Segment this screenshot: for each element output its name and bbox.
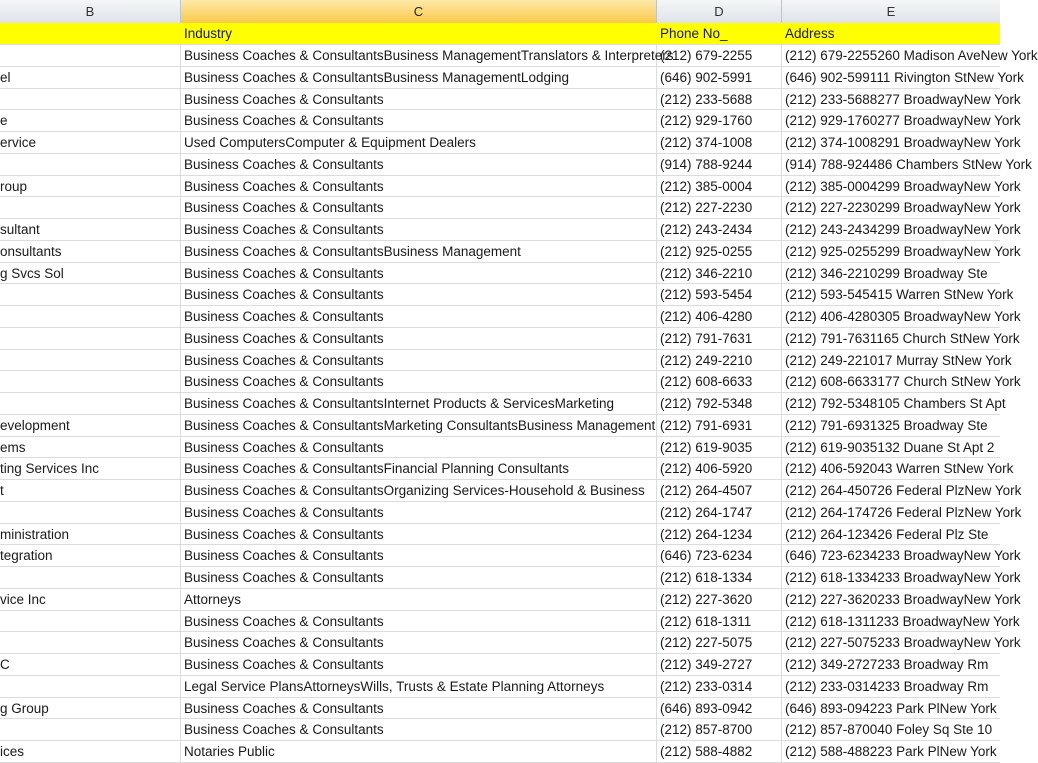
cell-name[interactable]: ems (0, 437, 181, 458)
table-row (0, 263, 1000, 285)
cell-address[interactable]: (212) 679-2255260 Madison AveNew York (785, 48, 1038, 63)
table-row (0, 741, 1000, 763)
cell-phone[interactable]: (212) 264-4507 (657, 480, 782, 501)
cell-name[interactable]: t (0, 480, 181, 501)
cell-industry[interactable]: Business Coaches & Consultants (181, 197, 657, 218)
cell-name[interactable]: ervice (0, 132, 181, 153)
table-row (0, 611, 1020, 633)
cell-address[interactable]: (212) 791-6931325 Broadway Ste (785, 417, 988, 433)
cell-address[interactable]: (646) 893-094223 Park PlNew York (785, 700, 997, 716)
cell-industry[interactable]: Business Coaches & Consultants (181, 350, 657, 371)
cell-address[interactable]: (212) 925-0255299 BroadwayNew York (785, 243, 1021, 259)
cell-name[interactable]: ices (0, 741, 181, 762)
cell-address[interactable]: (212) 791-7631165 Church StNew York (785, 330, 1020, 346)
cell-industry[interactable]: Business Coaches & Consultants (181, 89, 657, 110)
header-row (0, 23, 1000, 45)
cell-industry[interactable]: Business Coaches & ConsultantsMarketing ConsultantsBusiness Management (181, 415, 657, 436)
cell-name[interactable] (0, 719, 181, 740)
cell-phone[interactable]: (212) 346-2210 (657, 263, 782, 284)
cell-phone[interactable]: (212) 618-1334 (657, 567, 782, 588)
cell-industry[interactable]: Business Coaches & Consultants (181, 328, 657, 349)
cell-industry[interactable]: Business Coaches & Consultants (181, 263, 657, 284)
cell-address[interactable]: (212) 264-450726 Federal PlzNew York (785, 483, 1022, 498)
cell-phone[interactable]: (646) 723-6234 (657, 545, 782, 566)
table-row (0, 654, 1000, 676)
cell-phone[interactable]: (646) 902-5991 (657, 67, 782, 88)
cell-industry[interactable]: Business Coaches & Consultants (181, 502, 657, 523)
cell-phone[interactable]: (212) 406-5920 (657, 458, 782, 479)
cell-industry[interactable]: Business Coaches & ConsultantsBusiness ManagementTranslators & Interpreters (181, 45, 657, 66)
cell-phone[interactable]: (212) 264-1747 (657, 502, 782, 523)
column-header-bar (0, 0, 1000, 24)
cell-name[interactable]: vice Inc (0, 589, 181, 610)
cell-name[interactable]: el (0, 67, 181, 88)
cell-industry[interactable]: Business Coaches & ConsultantsBusiness ManagementLodging (181, 67, 657, 88)
table-row (0, 132, 1021, 154)
cell-phone[interactable]: (212) 349-2727 (657, 654, 782, 675)
cell-industry[interactable]: Business Coaches & ConsultantsInternet Products & ServicesMarketing (181, 393, 657, 414)
cell-industry[interactable]: Business Coaches & Consultants (181, 176, 657, 197)
cell-address[interactable]: (212) 618-1334233 BroadwayNew York (785, 570, 1021, 585)
column-header-d[interactable]: D (657, 0, 782, 23)
cell-phone[interactable]: (646) 893-0942 (657, 698, 782, 719)
table-row (0, 698, 1000, 720)
cell-name[interactable] (0, 197, 181, 218)
cell-industry[interactable]: Business Coaches & Consultants (181, 632, 657, 653)
cell-phone[interactable]: (212) 227-2230 (657, 197, 782, 218)
table-row (0, 67, 1024, 89)
cell-address[interactable]: (212) 227-5075233 BroadwayNew York (785, 635, 1021, 651)
cell-address[interactable]: (212) 406-592043 Warren StNew York (785, 461, 1014, 477)
cell-name[interactable]: onsultants (0, 241, 181, 262)
cell-industry[interactable]: Business Coaches & Consultants (181, 654, 657, 675)
cell-industry[interactable]: Business Coaches & Consultants (181, 306, 657, 327)
table-row (0, 284, 1014, 306)
cell-address[interactable]: (212) 618-1311233 BroadwayNew York (785, 613, 1020, 629)
table-row (0, 502, 1022, 524)
table-row (0, 306, 1021, 328)
cell-industry[interactable]: Business Coaches & Consultants (181, 437, 657, 458)
table-row (0, 524, 1000, 546)
table-row (0, 45, 1038, 67)
cell-phone[interactable]: (212) 233-0314 (657, 676, 782, 697)
cell-name[interactable]: g Group (0, 698, 181, 719)
cell-name[interactable] (0, 567, 181, 588)
table-row (0, 89, 1021, 111)
cell-name[interactable]: tegration (0, 545, 181, 566)
cell-name[interactable] (0, 154, 181, 175)
cell-name[interactable] (0, 676, 181, 697)
cell-name[interactable]: ministration (0, 524, 181, 545)
table-row (0, 110, 1021, 132)
cell-address[interactable]: (212) 406-4280305 BroadwayNew York (785, 309, 1021, 324)
column-header-b[interactable]: B (0, 0, 181, 23)
table-row (0, 219, 1021, 241)
table-row (0, 458, 1014, 480)
cell-address[interactable]: (212) 349-2727233 Broadway Rm (785, 657, 989, 672)
cell-phone[interactable]: (212) 243-2434 (657, 219, 782, 240)
cell-industry[interactable]: Business Coaches & Consultants (181, 545, 657, 566)
cell-industry[interactable]: Legal Service PlansAttorneysWills, Trusts & Estate Planning Attorneys (181, 676, 657, 697)
cell-phone[interactable]: (212) 374-1008 (657, 132, 782, 153)
cell-address[interactable]: (212) 249-221017 Murray StNew York (785, 352, 1012, 368)
cell-address[interactable]: (212) 929-1760277 BroadwayNew York (785, 113, 1021, 129)
cell-phone[interactable]: (914) 788-9244 (657, 154, 782, 175)
cell-industry[interactable]: Business Coaches & Consultants (181, 698, 657, 719)
table-row (0, 393, 1006, 415)
cell-address[interactable]: (212) 264-123426 Federal Plz Ste (785, 526, 989, 542)
cell-phone[interactable]: (212) 588-4882 (657, 741, 782, 762)
cell-address[interactable]: (212) 385-0004299 BroadwayNew York (785, 178, 1021, 194)
table-row (0, 154, 1032, 176)
table-row (0, 197, 1021, 219)
cell-address[interactable]: (212) 243-2434299 BroadwayNew York (785, 222, 1021, 237)
table-row (0, 545, 1021, 567)
cell-industry[interactable]: Business Coaches & Consultants (181, 524, 657, 545)
cell-phone[interactable]: (212) 227-5075 (657, 632, 782, 653)
cell-name[interactable] (0, 284, 181, 305)
cell-address[interactable]: (212) 619-9035132 Duane St Apt 2 (785, 439, 995, 455)
cell-address[interactable]: (212) 374-1008291 BroadwayNew York (785, 135, 1021, 150)
cell-name[interactable] (0, 502, 181, 523)
table-row (0, 176, 1021, 198)
cell-address[interactable]: (212) 593-545415 Warren StNew York (785, 287, 1014, 303)
cell-industry[interactable]: Business Coaches & Consultants (181, 567, 657, 588)
cell-phone[interactable]: (212) 619-9035 (657, 437, 782, 458)
cell-industry[interactable]: Business Coaches & ConsultantsOrganizing Services-Household & Business (181, 480, 657, 501)
cell-name[interactable] (0, 45, 181, 66)
cell-address[interactable]: (212) 227-3620233 BroadwayNew York (785, 591, 1021, 607)
cell-name[interactable] (0, 393, 181, 414)
cell-header-address[interactable]: Address (785, 26, 835, 41)
cell-name[interactable]: e (0, 110, 181, 131)
cell-phone[interactable]: (212) 608-6633 (657, 371, 782, 392)
cell-industry[interactable]: Business Coaches & Consultants (181, 371, 657, 392)
cell-industry[interactable]: Business Coaches & ConsultantsBusiness Management (181, 241, 657, 262)
table-row (0, 676, 1000, 698)
cell-address[interactable]: (212) 608-6633177 Church StNew York (785, 374, 1021, 390)
cell-phone[interactable]: (212) 249-2210 (657, 350, 782, 371)
cell-address[interactable]: (212) 792-5348105 Chambers St Apt (785, 396, 1006, 411)
table-row (0, 480, 1022, 502)
table-row (0, 241, 1021, 263)
cell-phone[interactable]: (212) 925-0255 (657, 241, 782, 262)
cell-industry[interactable]: Business Coaches & Consultants (181, 719, 657, 740)
cell-name[interactable]: ting Services Inc (0, 458, 181, 479)
column-header-c[interactable]: C (181, 0, 657, 23)
cell-address[interactable]: (646) 902-599111 Rivington StNew York (785, 69, 1024, 85)
cell-phone[interactable]: (212) 791-6931 (657, 415, 782, 436)
table-row (0, 437, 1000, 459)
spreadsheet-grid (0, 23, 1038, 763)
cell-address[interactable]: (212) 346-2210299 Broadway Ste (785, 265, 988, 281)
cell-header-phone[interactable]: Phone No_ (657, 23, 782, 44)
cell-name[interactable] (0, 328, 181, 349)
cell-address[interactable]: (212) 233-0314233 Broadway Rm (785, 678, 989, 694)
cell-name[interactable] (0, 632, 181, 653)
cell-industry[interactable]: Business Coaches & Consultants (181, 284, 657, 305)
cell-phone[interactable]: (212) 791-7631 (657, 328, 782, 349)
cell-address[interactable]: (212) 857-870040 Foley Sq Ste 10 (785, 722, 993, 738)
cell-industry[interactable]: Business Coaches & Consultants (181, 154, 657, 175)
cell-phone[interactable]: (212) 929-1760 (657, 110, 782, 131)
table-row (0, 350, 1012, 372)
table-row (0, 328, 1020, 350)
table-row (0, 719, 1000, 741)
cell-name[interactable] (0, 611, 181, 632)
cell-phone[interactable]: (212) 593-5454 (657, 284, 782, 305)
cell-address[interactable]: (646) 723-6234233 BroadwayNew York (785, 548, 1021, 564)
cell-name[interactable] (0, 306, 181, 327)
cell-address[interactable]: (212) 264-174726 Federal PlzNew York (785, 504, 1022, 520)
cell-industry[interactable]: Business Coaches & Consultants (181, 219, 657, 240)
cell-name[interactable] (0, 89, 181, 110)
cell-header-industry[interactable]: Industry (181, 23, 657, 44)
cell-phone[interactable]: (212) 264-1234 (657, 524, 782, 545)
table-row (0, 632, 1021, 654)
cell-name[interactable] (0, 371, 181, 392)
cell-phone[interactable]: (212) 679-2255 (657, 45, 782, 66)
cell-name[interactable] (0, 350, 181, 371)
cell-phone[interactable]: (212) 233-5688 (657, 89, 782, 110)
cell-header-b[interactable] (0, 23, 181, 44)
cell-industry[interactable]: Business Coaches & Consultants (181, 110, 657, 131)
cell-phone[interactable]: (212) 406-4280 (657, 306, 782, 327)
cell-name[interactable]: evelopment (0, 415, 181, 436)
table-row (0, 567, 1021, 589)
cell-name[interactable]: C (0, 654, 181, 675)
cell-industry[interactable]: Business Coaches & ConsultantsFinancial Planning Consultants (181, 458, 657, 479)
table-row (0, 415, 1000, 437)
column-header-e[interactable]: E (886, 4, 896, 19)
cell-phone[interactable]: (212) 618-1311 (657, 611, 782, 632)
cell-industry[interactable]: Attorneys (181, 589, 657, 610)
cell-industry[interactable]: Used ComputersComputer & Equipment Dealers (181, 132, 657, 153)
cell-phone[interactable]: (212) 385-0004 (657, 176, 782, 197)
cell-name[interactable]: g Svcs Sol (0, 263, 181, 284)
table-row (0, 589, 1021, 611)
cell-phone[interactable]: (212) 857-8700 (657, 719, 782, 740)
cell-name[interactable]: sultant (0, 219, 181, 240)
cell-name[interactable]: roup (0, 176, 181, 197)
table-row (0, 371, 1021, 393)
cell-phone[interactable]: (212) 227-3620 (657, 589, 782, 610)
cell-address[interactable]: (914) 788-924486 Chambers StNew York (785, 156, 1032, 172)
cell-industry[interactable]: Notaries Public (181, 741, 657, 762)
cell-address[interactable]: (212) 588-488223 Park PlNew York (785, 744, 997, 759)
cell-address[interactable]: (212) 233-5688277 BroadwayNew York (785, 91, 1021, 107)
cell-address[interactable]: (212) 227-2230299 BroadwayNew York (785, 200, 1021, 216)
cell-phone[interactable]: (212) 792-5348 (657, 393, 782, 414)
cell-industry[interactable]: Business Coaches & Consultants (181, 611, 657, 632)
